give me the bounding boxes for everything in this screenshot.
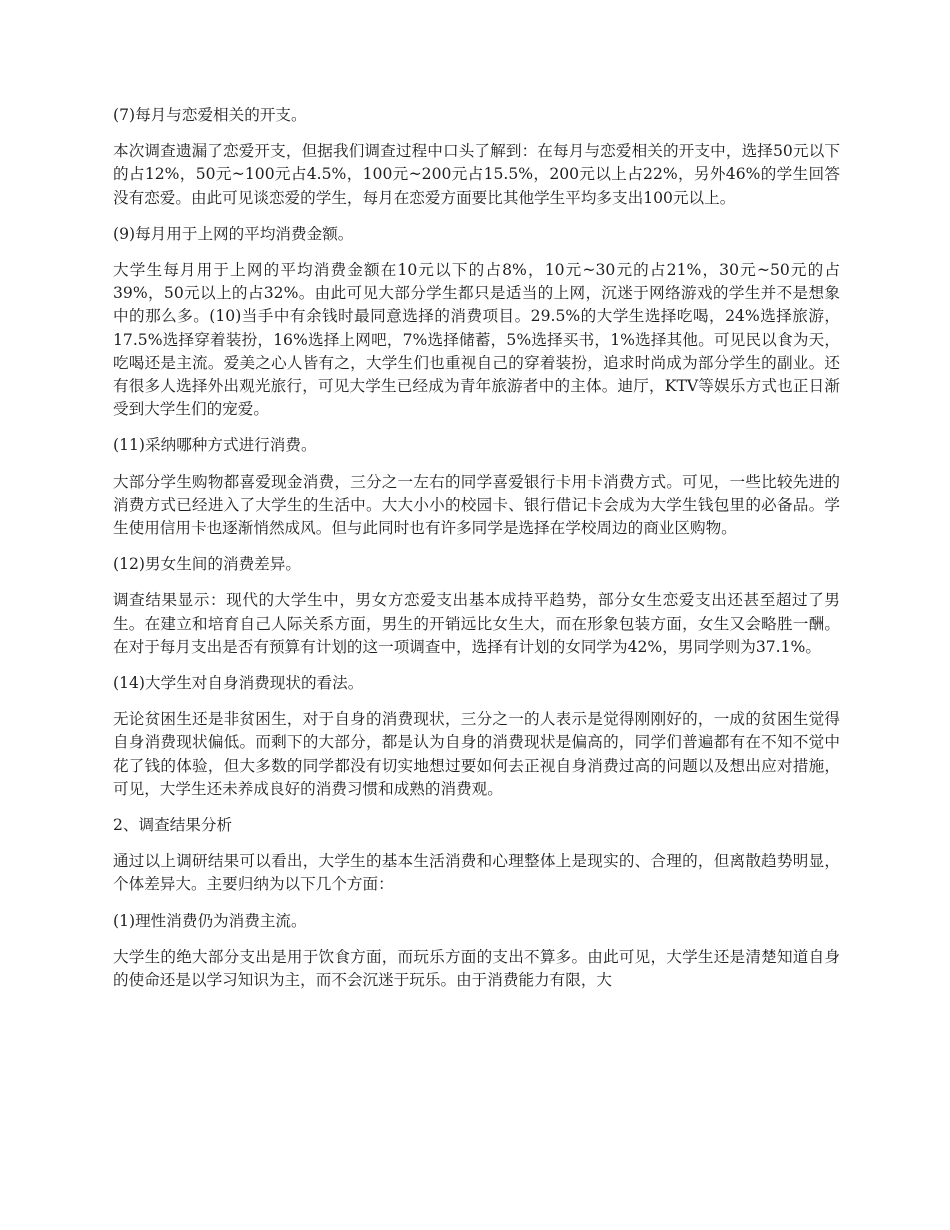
section-heading-7: (7)每月与恋爱相关的开支。	[113, 106, 307, 124]
paragraph-self-view: 无论贫困生还是非贫困生，对于自身的消费现状，三分之一的人表示是觉得刚刚好的，一成的贫困生觉得自身消费现状偏低。而剩下的大部分，都是认为自身的消费现状是偏高的，同学们普遍都有在不知不觉中花了钱的体验，但大多数的同学都没有切实地想过要如何去正视自身消费过高的问题以及想出应对措施，可见，大学生还未养成良好的消费习惯和成熟的消费观。	[113, 710, 840, 798]
paragraph-internet-spending: 大学生每月用于上网的平均消费金额在10元以下的占8%，10元~30元的占21%，30元~50元的占39%，50元以上的占32%。由此可见大部分学生都只是适当的上网，沉迷于网络游戏的学生并不是想象中的那么多。(10)当手中有余钱时最同意选择的消费项目。29.5%的大学生选择吃喝，24%选择旅游，17.5%选择穿着装扮，16%选择上网吧，7%选择储蓄，5%选择买书，1%选择其他。可见民以食为天，吃喝还是主流。爱美之心人皆有之，大学生们也重视自己的穿着装扮，追求时尚成为部分学生的副业。还有很多人选择外出观光旅行，可见大学生已经成为青年旅游者中的主体。迪厅，KTV等娱乐方式也正日渐受到大学生们的宠爱。	[113, 261, 840, 419]
section-heading-11: (11)采纳哪种方式进行消费。	[113, 436, 317, 455]
section-heading-9: (9)每月用于上网的平均消费金额。	[113, 224, 354, 243]
section-heading-analysis: 2、调查结果分析	[113, 816, 233, 835]
paragraph-analysis-intro: 通过以上调研结果可以看出，大学生的基本生活消费和心理整体上是现实的、合理的，但离散趋势明显，个体差异大。主要归纳为以下几个方面：	[113, 852, 840, 894]
paragraph-romance-spending: 本次调查遗漏了恋爱开支，但据我们调查过程中口头了解到：在每月与恋爱相关的开支中，选择50元以下的占12%，50元~100元占4.5%，100元~200元占15.5%，200元以上占22%，另外46%的学生回答没有恋爱。由此可见谈恋爱的学生，每月在恋爱方面要比其他学生平均多支出100元以上。	[113, 142, 840, 207]
paragraph-rational-consumption: 大学生的绝大部分支出是用于饮食方面，而玩乐方面的支出不算多。由此可见，大学生还是清楚知道自身的使命还是以学习知识为主，而不会沉迷于玩乐。由于消费能力有限，大	[113, 947, 840, 990]
document-page	[113, 104, 840, 1005]
paragraph-payment-method: 大部分学生购物都喜爱现金消费，三分之一左右的同学喜爱银行卡用卡消费方式。可见，一些比较先进的消费方式已经进入了大学生的生活中。大大小小的校园卡、银行借记卡会成为大学生钱包里的必备品。学生使用信用卡也逐渐悄然成风。但与此同时也有许多同学是选择在学校周边的商业区购物。	[113, 472, 840, 538]
section-heading-12: (12)男女生间的消费差异。	[113, 555, 301, 574]
paragraph-gender-difference: 调查结果显示：现代的大学生中，男女方恋爱支出基本成持平趋势，部分女生恋爱支出还甚至超过了男生。在建立和培育自己人际关系方面，男生的开销远比女生大，而在形象包装方面，女生又会略胜一酬。在对于每月支出是否有预算有计划的这一项调查中，选择有计划的女同学为42%，男同学则为37.1%。	[113, 591, 840, 656]
section-heading-rational: (1)理性消费仍为消费主流。	[113, 911, 307, 930]
section-heading-14: (14)大学生对自身消费现状的看法。	[113, 674, 364, 693]
